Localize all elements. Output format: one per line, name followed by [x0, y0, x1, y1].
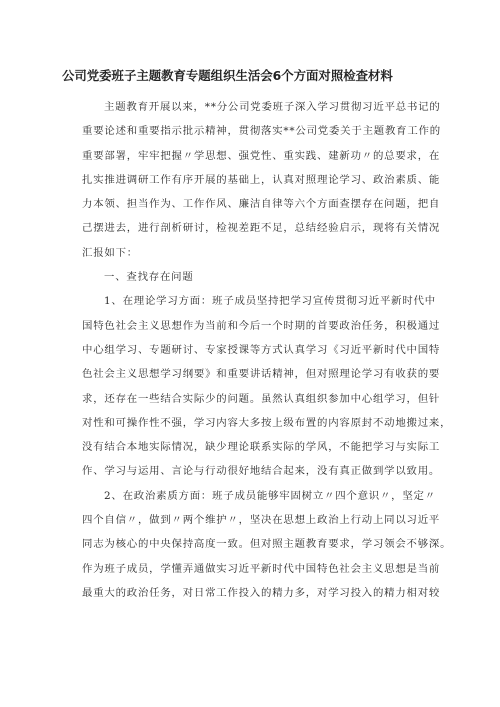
text-line: 重要部署，牢牢把握〃学思想、强党性、重实践、建新功〃的总要求，在 — [82, 149, 441, 162]
document-body — [82, 95, 462, 605]
text-line: 2、在政治素质方面：班子成员能够牢固树立〃四个意识〃，坚定〃 — [104, 489, 436, 502]
text-line: 扎实推进调研工作有序开展的基础上，认真对照理论学习、政治素质、能 — [82, 173, 441, 186]
document-title: 公司党委班子主题教育专题组织生活会6个方面对照检查材料 — [62, 68, 393, 83]
item-1-paragraph — [82, 289, 462, 483]
text-line: 四个自信〃，做到〃两个维护〃，坚决在思想上政治上行动上同以习近平 — [82, 514, 441, 527]
text-line: 对性和可操作性不强，学习内容大多按上级布置的内容原封不动地搬过来， — [82, 416, 452, 429]
text-line: 中心组学习、专题研讨、专家授课等方式认真学习《习近平新时代中国特 — [82, 343, 441, 356]
section-heading — [82, 265, 462, 289]
text-line: 作为班子成员，学懂弄通做实习近平新时代中国特色社会主义思想是当前 — [82, 562, 441, 575]
intro-paragraph — [82, 95, 462, 265]
text-line: 汇报如下： — [82, 246, 138, 259]
text-line: 力本领、担当作为、工作作风、廉洁自律等六个方面查摆存在问题，把自 — [82, 198, 441, 211]
text-line: 最重大的政治任务，对日常工作投入的精力多，对学习投入的精力相对较 — [82, 586, 441, 599]
text-line: 主题教育开展以来，**分公司党委班子深入学习贯彻习近平总书记的 — [104, 101, 441, 113]
text-line: 同志为核心的中央保持高度一致。但对照主题教育要求，学习领会不够深。 — [82, 538, 452, 551]
text-line: 求，还存在一些结合实际少的问题。虽然认真组织参加中心组学习，但针 — [82, 392, 441, 405]
item-2-paragraph — [82, 484, 462, 605]
text-line: 作、学习与运用、言论与行动很好地结合起来，没有真正做到学以致用。 — [82, 465, 441, 478]
text-line: 重要论述和重要指示批示精神，贯彻落实**公司党委关于主题教育工作的 — [82, 125, 441, 138]
text-line: 没有结合本地实际情况，缺少理论联系实际的学风，不能把学习与实际工 — [82, 441, 441, 454]
text-line: 己摆进去，进行剖析研讨，检视差距不足，总结经验启示，现将有关情况 — [82, 222, 441, 235]
section-heading-text: 一、查找存在问题 — [104, 271, 194, 284]
text-line: 色社会主义思想学习纲要》和重要讲话精神，但对照理论学习有收获的要 — [82, 368, 441, 381]
text-line: 国特色社会主义思想作为当前和今后一个时期的首要政治任务，积极通过 — [82, 319, 441, 332]
text-line: 1、在理论学习方面：班子成员坚持把学习宣传贯彻习近平新时代中 — [104, 295, 436, 308]
